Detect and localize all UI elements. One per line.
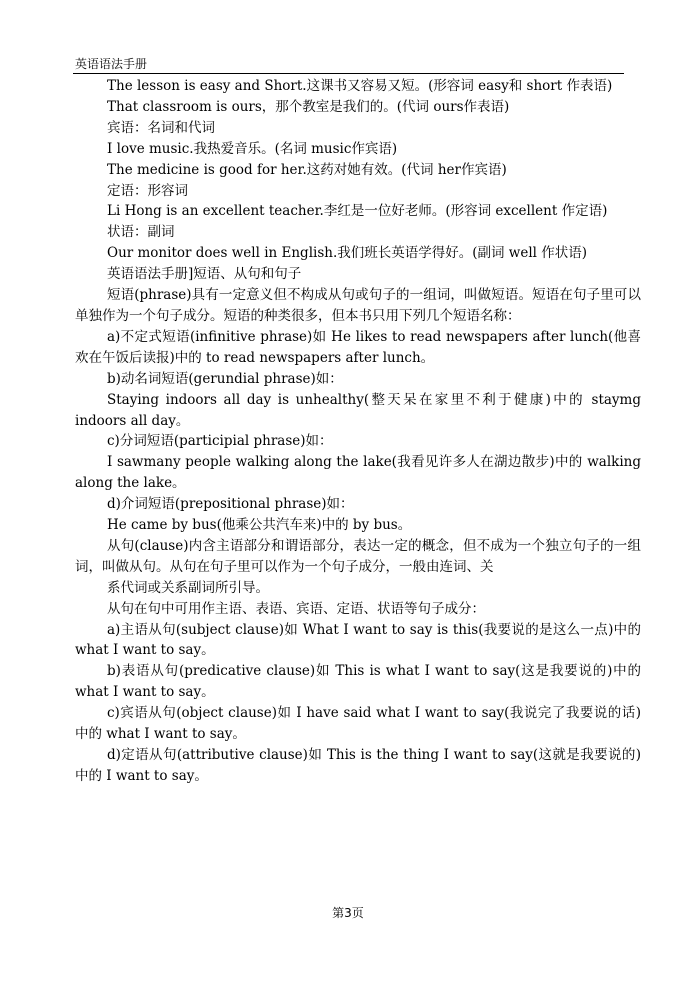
- paragraph: The medicine is good for her.这药对她有效。(代词 her作宾语): [107, 161, 507, 178]
- paragraph: That classroom is ours，那个教室是我们的。(代词 ours作表语): [107, 98, 510, 115]
- paragraph: d)介词短语(prepositional phrase)如：: [107, 496, 354, 513]
- paragraph: Our monitor does well in English.我们班长英语学得好。(副词 well 作状语): [107, 245, 588, 262]
- paragraph: a)不定式短语(infinitive phrase)如 He likes to read newspapers after lunch(他喜欢在午饭后读报)中的 to read newspapers after lunch。: [75, 328, 641, 366]
- paragraph: 从句在句中可用作主语、表语、宾语、定语、状语等句子成分：: [107, 600, 485, 617]
- document-body: [75, 76, 641, 787]
- paragraph: c)分词短语(participial phrase)如：: [107, 433, 333, 450]
- paragraph: 定语：形容词: [107, 182, 188, 199]
- paragraph: 英语语法手册]短语、从句和句子: [107, 266, 302, 283]
- paragraph: 宾语：名词和代词: [107, 119, 215, 136]
- paragraph: 从句(clause)内含主语部分和谓语部分，表达一定的概念，但不成为一个独立句子的一组词，叫做从句。从句在句子里可以作为一个句子成分，一般由连词、关: [75, 537, 641, 575]
- header-divider: [73, 73, 624, 74]
- paragraph: The lesson is easy and Short.这课书又容易又短。(形容词 easy和 short 作表语): [107, 78, 613, 94]
- paragraph: b)表语从句(predicative clause)如 This is what I want to say(这是我要说的)中的 what I want to say。: [75, 663, 641, 701]
- paragraph: 短语(phrase)具有一定意义但不构成从句或句子的一组词，叫做短语。短语在句子里可以单独作为一个句子成分。短语的种类很多，但本书只用下列几个短语名称：: [75, 287, 641, 324]
- paragraph: c)宾语从句(object clause)如 I have said what I want to say(我说完了我要说的话)中的 what I want to say。: [75, 705, 641, 743]
- paragraph: 系代词或关系副词所引导。: [107, 579, 269, 596]
- page-number: 第3页: [332, 906, 364, 920]
- paragraph: b)动名词短语(gerundial phrase)如：: [107, 370, 343, 387]
- paragraph: Staying indoors all day is unhealthy(整天呆在家里不利于健康)中的 staymg indoors all day。: [75, 391, 641, 429]
- paragraph: 状语：副词: [107, 224, 175, 241]
- page-header-title: 英语语法手册: [75, 57, 148, 71]
- paragraph: a)主语从句(subject clause)如 What I want to say is this(我要说的是这么一点)中的 what I want to say。: [75, 621, 641, 659]
- paragraph: I love music.我热爱音乐。(名词 music作宾语): [107, 140, 398, 157]
- paragraph: He came by bus(他乘公共汽车来)中的 by bus。: [107, 517, 412, 534]
- paragraph: Li Hong is an excellent teacher.李红是一位好老师。(形容词 excellent 作定语): [107, 203, 608, 220]
- paragraph: d)定语从句(attributive clause)如 This is the thing I want to say(这就是我要说的)中的 I want to say。: [75, 747, 641, 784]
- paragraph: I sawmany people walking along the lake(我看见许多人在湖边散步)中的 walking along the lake。: [75, 454, 641, 492]
